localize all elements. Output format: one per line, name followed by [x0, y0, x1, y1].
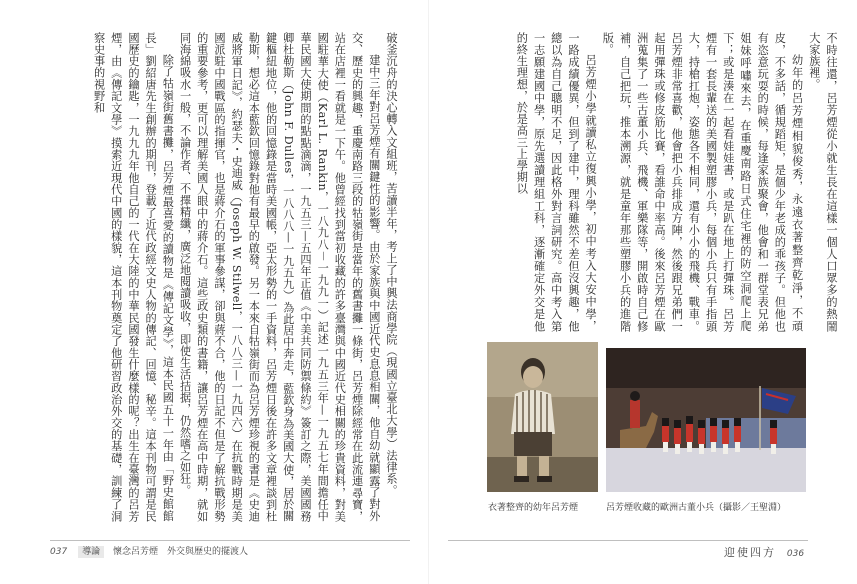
toy-soldiers-photo — [606, 348, 806, 492]
left-paragraph-3: 除了牯嶺街舊書攤，呂芳煙最喜愛的讀物是《傳記文學》，這本民國五十一年由「野史館館長」劉紹唐先生創辦的期刊，登載了近代政經文史人物的傳記、回憶、秘辛。這本刊物可謂是民國歷史的鑰匙，一九九九年他自己的一代在大陸的中華民國發生什麼樣的呢？出生在臺灣的呂芳煙，由《傳記文學》摸索近現代中國的樣貌，這本刊物奠定了他研習政治外交的基礎，訓練了洞察史事的視野和 — [92, 32, 175, 522]
childhood-photo-illustration — [487, 342, 598, 492]
right-running-head: 迎使四方 — [724, 546, 776, 559]
right-paragraph-1: 不時往還，呂芳煙從小就生長在這樣一個人口眾多的熱鬧大家族裡。 — [807, 32, 838, 332]
right-page-number: 036 — [786, 549, 805, 559]
toy-soldiers-illustration — [606, 348, 806, 492]
right-page-body-text — [488, 32, 840, 332]
childhood-photo-caption: 衣著整齊的幼年呂芳煙 — [488, 503, 579, 513]
left-paragraph-2: 建中三年對呂芳煙有關鍵性的影響。由於家族與中國近代史息息相關，他自幼就顯露了對外交、歷史的興趣，重慶南路三段的牯嶺街是當年的舊書攤一條街，呂芳煙除經常在此流連尋寶，站在店裡一看就是一下午。他曾經找到當初收藏的許多臺灣與中國近代史相關的珍貴資料，對美國駐華大使（Karl L. Rankin，一八九八－一九九一）記述一九五三年—一九五七年間擔任中華民國大使期間的點點滴滴，一九五三—五四年正值《中美共同防禦條約》簽訂之際，美國國務卿杜勒斯（John F. Dulles，一八八八—一九五九）為此居中奔走，藍欽身為美國大使，居於關鍵樞紐地位，他的回憶錄是當時美國帳，亞太形勢的一手資料，呂芳煙日後在許多文章裡談到杜勒斯，想必這本藍欽回憶錄對他有最早的啟發。另一本來自牯嶺街而為呂芳煙珍視的書是《史迪威將軍日記》，約瑟夫・史迪威（Joseph W. Stilwell，一八八三—一九四六）在抗戰時期是美國派駐中國戰區的指揮官，也是蔣介石的軍事參謀，卻與蔣不合，他的日記不但是了解抗戰形勢的重要參考，更可以理解美國人眼中的蔣介石。這些政史類的書籍，讓呂芳煙在高中時期，就如同海綿吸水一般，不論作者、不擇精纖，廣泛地閱讀吸收，即使生活拮据，仍然嗜之如狂。 — [178, 32, 381, 522]
toy-soldiers-caption: 呂芳煙收藏的歐洲古董小兵（攝影／王聖淵） — [606, 503, 787, 513]
left-footer-rule — [50, 540, 410, 541]
right-page-footer — [724, 544, 804, 560]
childhood-photo — [487, 342, 598, 492]
right-paragraph-2: 幼年的呂芳煙相貌俊秀，永遠衣著整齊乾淨，不頑皮，不多話，循規蹈矩，是個少年老成的乖孩子。但他也有恣意玩耍的時候，每逢家族聚會，他會和一群堂表兄弟姐妹呼嘯來去，在重慶南路日式住宅裡的防空洞爬上爬下；或是湊在一起看娃娃書，或是趴在地上打彈珠。呂芳煙有一套長輩送的美國製塑膠小兵，每個小兵只有手指頭大，持槍扛炮，姿態各不相同，還有小小的飛機、戰車。呂芳煙非常喜歡，他會把小兵排成方陣，然後跟兄弟們一起用彈珠或修皮筋比賽，看誰命中率高。後來呂芳煙在歐洲蒐集了一些古董小兵、飛機、軍樂隊等，開啟時自己修補，自己把玩，推本溯源，就是童年那些塑膠小兵的進階版。 — [601, 32, 804, 332]
left-footer-title: 懷念呂芳煙 外交與歷史的擺渡人 — [112, 547, 248, 557]
book-gutter — [428, 0, 429, 584]
left-page-number: 037 — [50, 547, 68, 557]
right-paragraph-3: 呂芳煙小學就讀私立復興小學，初中考入大安中學，一路成績優異，但到了建中，理科雖然不差但沒興趣，他總以為自己聰明不足，因此格外對言詞研究。高中考入第一志願建國中學，原先選讀理組工科，逐漸確定外交是他的終生理想，於是高三上學期以 — [515, 32, 598, 332]
left-page-footer — [50, 544, 248, 557]
left-footer-section: 導論 — [78, 546, 104, 558]
right-footer-rule — [448, 540, 808, 541]
left-paragraph-1: 破釜沉舟的決心轉入文組班，苦讀半年，考上了中興法商學院（現國立臺北大學）法律系。 — [385, 32, 398, 496]
left-page-body-text — [48, 32, 400, 522]
